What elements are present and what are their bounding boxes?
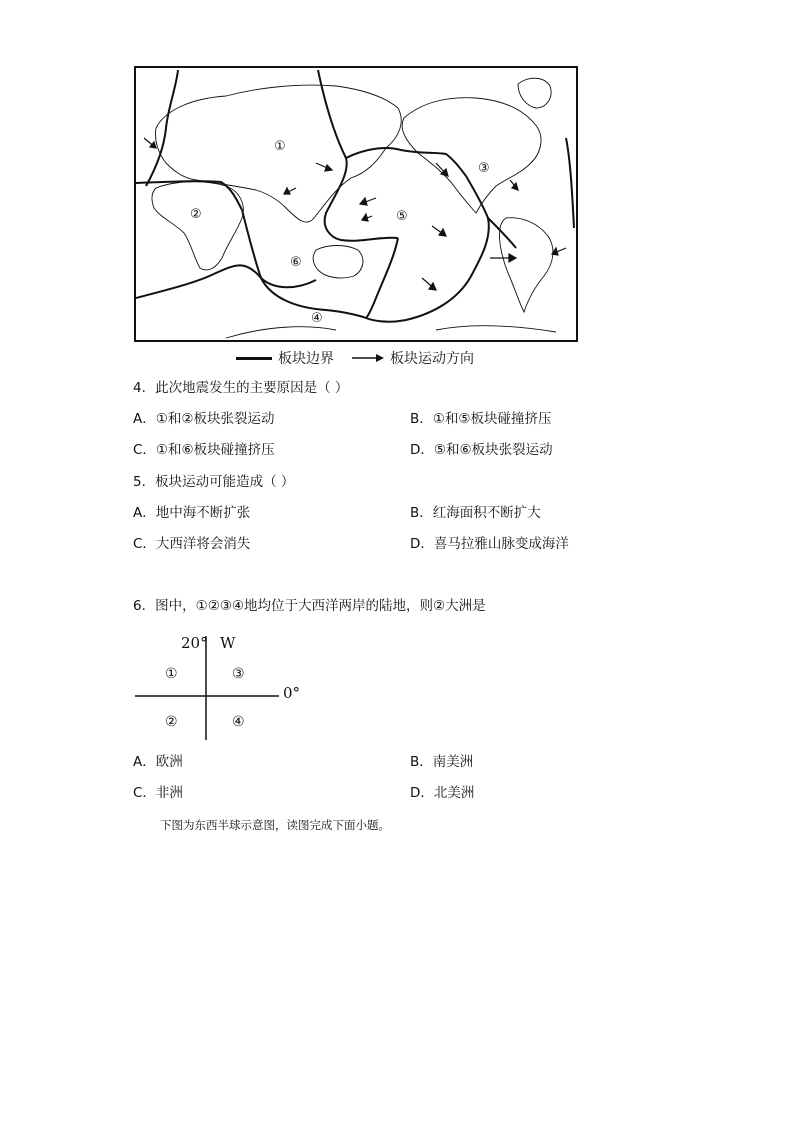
q4-option-d[interactable]: D．⑤和⑥板块张裂运动 (410, 442, 553, 458)
legend-boundary-label: 板块边界 (278, 351, 334, 367)
q5-option-c[interactable]: C．大西洋将会消失 (133, 536, 251, 552)
coordinate-grid-figure (133, 632, 323, 744)
q4-option-b[interactable]: B．①和⑤板块碰撞挤压 (410, 411, 552, 427)
plate-label-1: ① (274, 139, 286, 154)
q6-option-d[interactable]: D．北美洲 (410, 785, 475, 801)
antarctica-outline (226, 326, 556, 338)
grid-cell-2: ② (165, 714, 178, 730)
plate-boundary-atlantic (146, 70, 178, 186)
plate-boundary-east-side (566, 138, 574, 228)
q5-option-b[interactable]: B．红海面积不断扩大 (410, 505, 541, 521)
grid-cell-1: ① (165, 666, 178, 682)
north-america-outline (402, 98, 541, 213)
legend-boundary (236, 348, 334, 368)
q5-option-d[interactable]: D．喜马拉雅山脉变成海洋 (410, 536, 569, 552)
plate-label-6: ⑥ (290, 255, 302, 270)
africa-outline (152, 182, 243, 270)
grid-cell-3: ③ (232, 666, 245, 682)
plate-boundary-pacific-south (366, 238, 398, 318)
question-4-stem: 4．此次地震发生的主要原因是（ ） (133, 380, 349, 396)
plate-boundary-pacific-east (366, 176, 489, 322)
australia-outline (313, 246, 363, 279)
plate-label-4: ④ (311, 311, 323, 326)
boundary-line-icon (236, 357, 272, 360)
plate-label-3: ③ (478, 161, 490, 176)
legend-direction (352, 348, 474, 368)
plate-label-2: ② (190, 207, 202, 222)
q6-option-a[interactable]: A．欧洲 (133, 754, 183, 770)
q4-option-a[interactable]: A．①和②板块张裂运动 (133, 411, 275, 427)
south-america-outline (499, 218, 552, 312)
legend-direction-label: 板块运动方向 (390, 351, 474, 367)
plate-label-5: ⑤ (396, 209, 408, 224)
question-6-stem: 6．图中，①②③④地均位于大西洋两岸的陆地，则②大洲是 (133, 598, 486, 614)
question-5-stem: 5．板块运动可能造成（ ） (133, 474, 295, 490)
meridian-direction: W (220, 634, 236, 652)
section-intro-note: 下图为东西半球示意图，读图完成下面小题。 (160, 818, 390, 832)
q6-option-c[interactable]: C．非洲 (133, 785, 183, 801)
q5-option-a[interactable]: A．地中海不断扩张 (133, 505, 251, 521)
greenland-outline (518, 78, 551, 108)
plate-boundary-southern (136, 218, 516, 318)
q6-option-b[interactable]: B．南美洲 (410, 754, 474, 770)
grid-cell-4: ④ (232, 714, 245, 730)
plate-map-svg (136, 68, 576, 340)
meridian-label: 20° (181, 634, 208, 652)
plate-boundary-pacific-west (318, 70, 398, 241)
arrow-right-icon (352, 353, 384, 363)
q4-option-c[interactable]: C．①和⑥板块碰撞挤压 (133, 442, 275, 458)
plate-map-figure (134, 66, 578, 342)
equator-label: 0° (283, 684, 301, 702)
map-legend (236, 348, 492, 368)
